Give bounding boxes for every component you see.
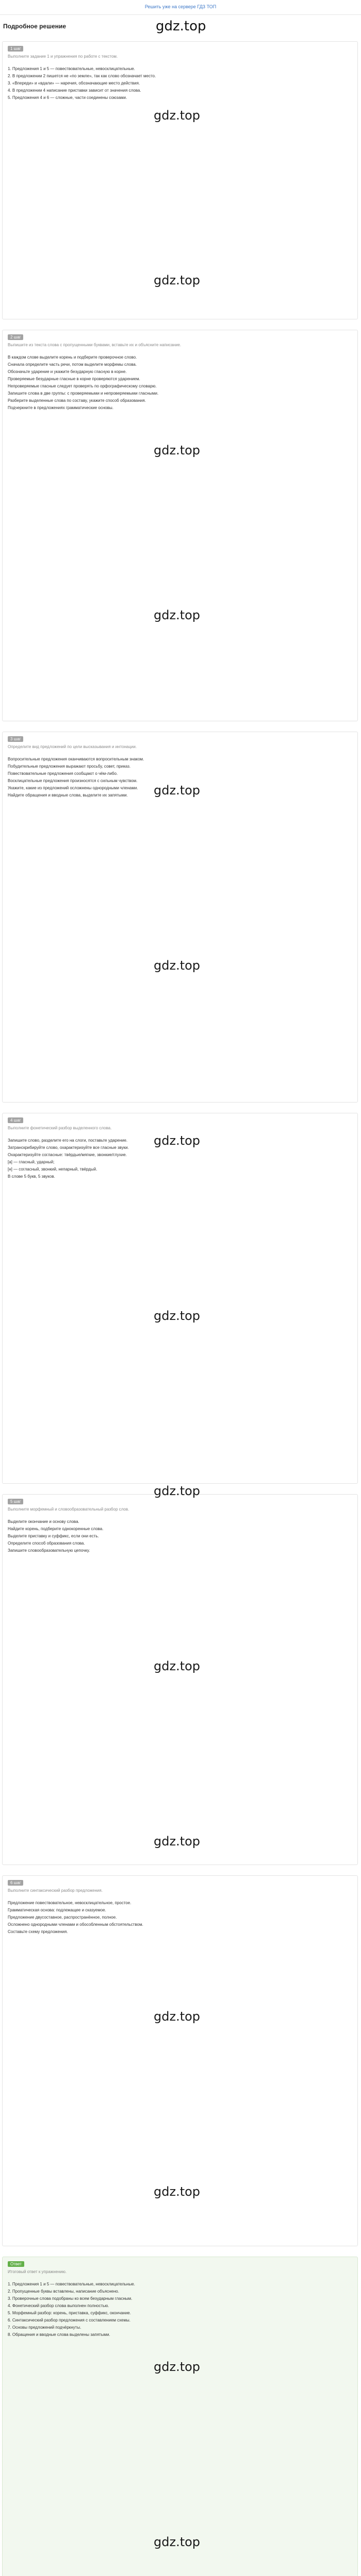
task-text: Выполните задание 1 и упражнения по работе с текстом. <box>8 54 118 59</box>
task-text: Выполните синтаксический разбор предложения. <box>8 1888 103 1893</box>
task-text: Выпишите из текста слова с пропущенными буквами, вставьте их и объясните написание. <box>8 343 182 347</box>
solution-card <box>2 2257 358 2576</box>
watermark: gdz.top <box>154 108 201 123</box>
answer-lines <box>8 1137 352 1180</box>
answer-line: Сначала определите часть речи, потом выделите морфемы слова. <box>8 362 137 367</box>
answer-line: Составьте схему предложения. <box>8 1929 68 1934</box>
watermark: gdz.top <box>154 2360 201 2374</box>
task-text: Итоговый ответ к упражнению. <box>8 2269 67 2274</box>
answer-line: 1. Предложения 1 и 5 — повествовательные, невосклицательные. <box>8 66 135 71</box>
task-text: Выполните морфемный и словообразовательный разбор слов. <box>8 1507 129 1512</box>
step-badge: 2 шаг <box>8 334 23 340</box>
answer-lines <box>8 65 352 101</box>
answer-line: Запишите слово, разделите его на слоги, поставьте ударение. <box>8 1138 128 1143</box>
header <box>2 18 359 38</box>
answer-line: [н] — согласный, звонкий, непарный, твёрдый. <box>8 1167 97 1172</box>
task-text: Определите вид предложений по цели высказывания и интонации. <box>8 744 137 749</box>
solution-card <box>2 1494 358 1865</box>
answer-line: 1. Предложения 1 и 5 — повествовательные, невосклицательные. <box>8 2282 135 2286</box>
answer-line: Выделите приставку и суффикс, если они есть. <box>8 1534 99 1538</box>
watermark: gdz.top <box>154 1834 201 1849</box>
answer-line: Выделите окончание и основу слова. <box>8 1519 79 1524</box>
answer-lines <box>8 1518 352 1554</box>
answer-line: В каждом слове выделите корень и подберите проверочное слово. <box>8 355 137 360</box>
watermark: gdz.top <box>154 783 201 798</box>
watermark: gdz.top <box>154 1133 201 1148</box>
step-badge: 5 шаг <box>8 1499 23 1504</box>
answer-line: Охарактеризуйте согласные: твёрдые/мягкие, звонкие/глухие. <box>8 1153 127 1157</box>
solution-card <box>2 1113 358 1484</box>
step-badge: 6 шаг <box>8 1880 23 1886</box>
watermark: gdz.top <box>154 608 201 622</box>
solution-card <box>2 1875 358 2246</box>
answer-line: В слове 5 букв, 5 звуков. <box>8 1174 55 1179</box>
answer-line: Определите способ образования слова. <box>8 1541 85 1546</box>
answer-lines <box>8 2281 352 2338</box>
answer-line: 4. В предложении 4 написание приставки зависит от значения слова. <box>8 88 141 93</box>
answer-lines <box>8 354 352 412</box>
answer-line: 4. Фонетический разбор слова выполнен полностью. <box>8 2303 109 2308</box>
answer-line: Проверяемые безударные гласные в корне проверяются ударением. <box>8 377 140 381</box>
answer-line: Предложение двусоставное, распространённое, полное. <box>8 1915 117 1920</box>
page-title: Подробное решение <box>3 23 67 30</box>
answer-line: Обозначьте ударение и укажите безударную гласную в корне. <box>8 369 127 374</box>
watermark: gdz.top <box>154 2535 201 2549</box>
answer-line: Непроверяемые гласные следует проверять по орфографическому словарю. <box>8 384 157 388</box>
watermark: gdz.top <box>154 1659 201 1673</box>
answer-line: 5. Морфемный разбор: корень, приставка, суффикс, окончание. <box>8 2311 131 2315</box>
answer-line: Побудительные предложения выражают просьбу, совет, приказ. <box>8 764 131 769</box>
watermark: gdz.top <box>154 1309 201 1323</box>
answer-line: Запишите словообразовательную цепочку. <box>8 1548 90 1553</box>
answer-line: 2. В предложении 2 пишется не «по земле», так как слово обозначает место. <box>8 74 156 78</box>
answer-line: 7. Основы предложений подчёркнуты. <box>8 2325 81 2330</box>
brand-logo: gdz.top <box>156 19 206 34</box>
answer-line: Укажите, какие из предложений осложнены однородными членами. <box>8 786 138 790</box>
answer-line: 6. Синтаксический разбор предложения с составлением схемы. <box>8 2318 130 2323</box>
answer-lines <box>8 1900 352 1936</box>
watermark: gdz.top <box>154 443 201 457</box>
watermark: gdz.top <box>154 2009 201 2024</box>
answer-line: Предложение повествовательное, невосклицательное, простое. <box>8 1901 132 1905</box>
answer-line: [а] — гласный, ударный; <box>8 1160 55 1164</box>
answer-line: 3. Проверочные слова подобраны ко всем безударным гласным. <box>8 2296 133 2301</box>
answer-line: Найдите корень, подберите однокоренные слова. <box>8 1527 104 1531</box>
step-badge: 4 шаг <box>8 1117 23 1123</box>
solution-card <box>2 330 358 721</box>
answer-line: Запишите слова в две группы: с проверяемыми и непроверяемыми гласными. <box>8 391 159 396</box>
answer-line: Разберите выделенные слова по составу, укажите способ образования. <box>8 398 146 403</box>
answer-line: 8. Обращения и вводные слова выделены запятыми. <box>8 2332 110 2337</box>
watermark: gdz.top <box>154 958 201 973</box>
answer-line: Осложнено однородными членами и обособленным обстоятельством. <box>8 1922 143 1927</box>
task-text: Выполните фонетический разбор выделенного слова. <box>8 1126 112 1130</box>
answer-line: Подчеркните в предложениях грамматические основы. <box>8 405 113 410</box>
answer-line: Найдите обращения и вводные слова, выделите их запятыми. <box>8 793 128 798</box>
answer-line: 5. Предложения 4 и 6 — сложные, части соединены союзами. <box>8 95 127 100</box>
answer-line: Повествовательные предложения сообщают о чём-либо. <box>8 771 118 776</box>
answer-line: Грамматическая основа: подлежащее и сказуемое. <box>8 1908 106 1912</box>
step-badge: 3 шаг <box>8 736 23 742</box>
top-link[interactable]: Решить уже на сервере ГДЗ ТОП <box>144 4 217 9</box>
solution-card <box>2 732 358 1103</box>
watermark: gdz.top <box>154 1484 201 1498</box>
answer-line: Восклицательные предложения произносятся с сильным чувством. <box>8 778 138 783</box>
watermark: gdz.top <box>154 2184 201 2199</box>
solution-card <box>2 41 358 319</box>
answer-line: Затранскрибируйте слово, охарактеризуйте все гласные звуки. <box>8 1145 129 1150</box>
answer-lines <box>8 756 352 799</box>
step-badge: 1 шаг <box>8 46 23 52</box>
watermark: gdz.top <box>154 273 201 287</box>
answer-line: 2. Пропущенные буквы вставлены, написание объяснено. <box>8 2289 119 2294</box>
step-badge: Ответ <box>8 2261 24 2267</box>
answer-line: Вопросительные предложения оканчиваются вопросительным знаком. <box>8 757 144 761</box>
answer-line: 3. «Впереди» и «вдали» — наречия, обозначающие место действия. <box>8 81 140 86</box>
top-bar <box>0 0 361 15</box>
